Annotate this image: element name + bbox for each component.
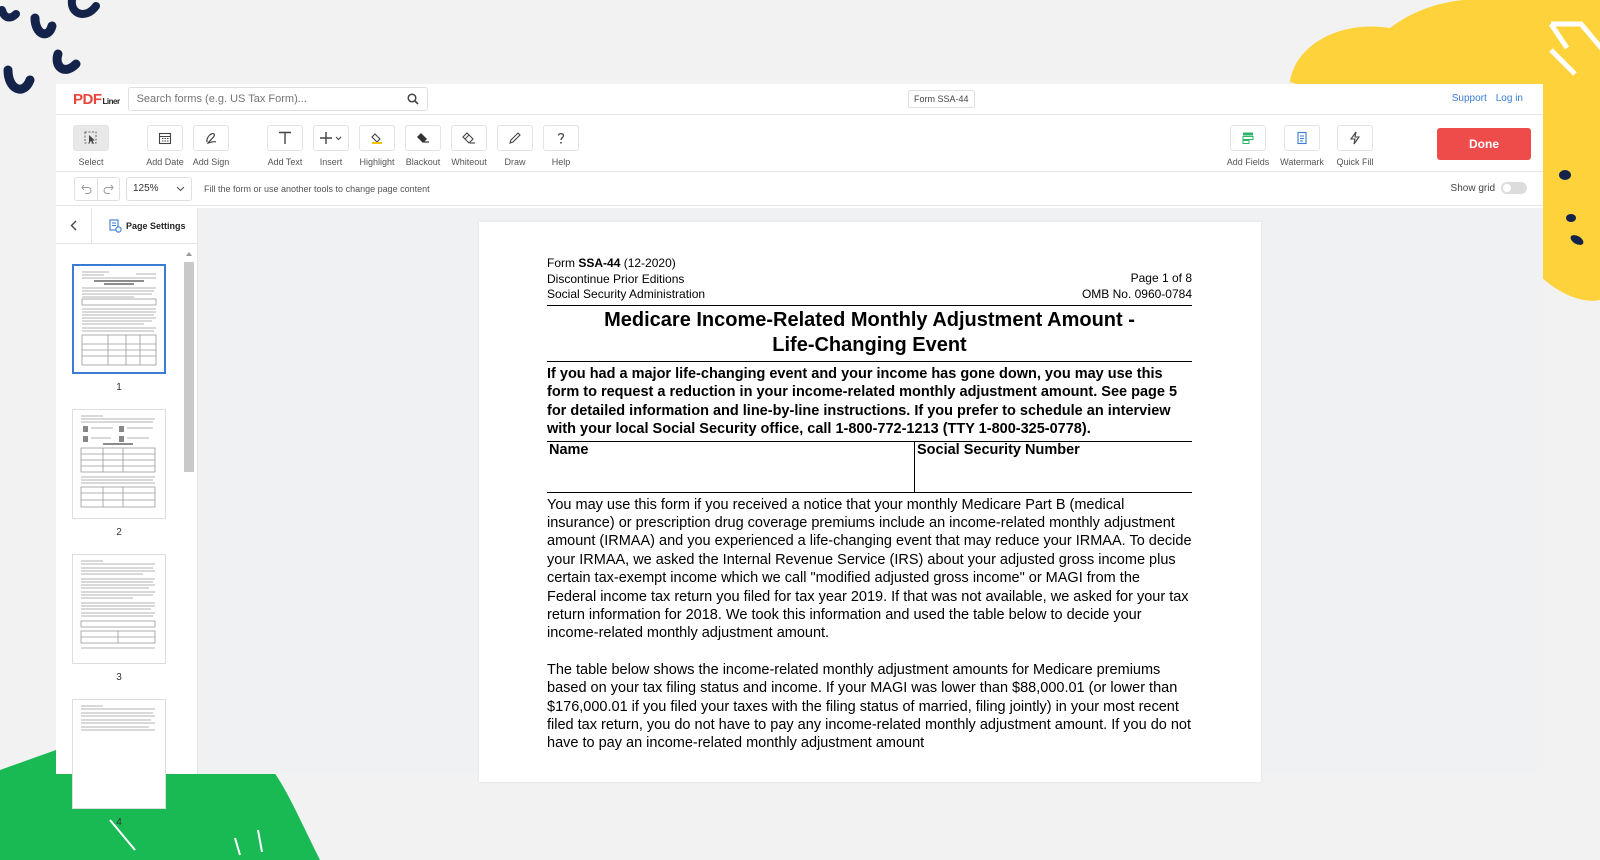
zoom-select[interactable] xyxy=(126,177,192,201)
name-field[interactable] xyxy=(547,442,915,492)
search-box xyxy=(128,87,428,111)
page-thumbnail-image xyxy=(72,554,166,664)
blackout-icon xyxy=(416,131,430,145)
help-icon xyxy=(554,131,568,145)
fields-icon xyxy=(1241,131,1255,145)
blackout-tool-label: Blackout xyxy=(405,157,441,167)
insert-tool-label: Insert xyxy=(319,157,343,167)
help-tool[interactable] xyxy=(536,125,586,167)
form-title-line: Medicare Income-Related Monthly Adjustment Amount - xyxy=(604,308,1135,331)
help-tool-label: Help xyxy=(551,157,571,167)
form-title xyxy=(547,308,1192,362)
pdfliner-logo[interactable] xyxy=(73,91,120,108)
form-agency: Social Security Administration xyxy=(547,287,706,301)
draw-tool[interactable] xyxy=(490,125,540,167)
identity-fields xyxy=(547,441,1192,493)
form-title-line: Life-Changing Event xyxy=(772,333,967,356)
form-date: (12-2020) xyxy=(620,256,676,270)
page-thumbnail-image xyxy=(72,699,166,809)
document-title: Form SSA-44 xyxy=(908,90,975,108)
add-text-tool[interactable] xyxy=(260,125,310,167)
form-prefix: Form xyxy=(547,256,579,270)
page-thumbnail-image xyxy=(72,409,166,519)
highlight-icon xyxy=(370,131,384,145)
whiteout-tool[interactable] xyxy=(444,125,494,167)
workspace xyxy=(56,208,1543,828)
watermark-tool-label: Watermark xyxy=(1280,157,1324,167)
select-tool[interactable] xyxy=(66,125,116,167)
document-page xyxy=(479,222,1261,782)
form-intro: If you had a major life-changing event and your income has gone down, you may use this form to request a reduction in your income-related monthly adjustment amount. See page 5 for detailed information and line-by-line instructions. If you prefer to schedule an interview with your local Social Security office, call 1-800-772-1213 (TTY 1-800-325-0778). xyxy=(547,365,1178,437)
pen-icon xyxy=(508,131,522,145)
undo-icon[interactable] xyxy=(75,178,97,200)
page-sidebar xyxy=(56,208,198,828)
search-input[interactable] xyxy=(129,88,399,110)
add-date-tool[interactable] xyxy=(140,125,190,167)
page-thumbnail-number: 2 xyxy=(116,527,122,538)
lightning-icon xyxy=(1348,131,1362,145)
whiteout-tool-label: Whiteout xyxy=(451,157,487,167)
form-header xyxy=(547,256,1192,306)
page-settings-icon xyxy=(109,219,122,233)
page-thumbnail-number: 4 xyxy=(116,817,122,828)
page-thumbnail[interactable] xyxy=(72,264,166,393)
page-thumbnail-image xyxy=(72,264,166,374)
quick-fill-tool-label: Quick Fill xyxy=(1336,157,1374,167)
calendar-icon xyxy=(158,131,172,145)
form-editions-note: Discontinue Prior Editions xyxy=(547,271,685,286)
page-thumbnail[interactable] xyxy=(72,699,166,828)
signature-icon xyxy=(204,131,218,145)
scroll-up-icon[interactable] xyxy=(184,250,194,258)
add-sign-tool[interactable] xyxy=(186,125,236,167)
show-grid-label: Show grid xyxy=(1450,182,1495,194)
select-tool-label: Select xyxy=(78,157,104,167)
chevron-down-icon xyxy=(176,186,185,192)
form-header-left xyxy=(547,256,705,303)
insert-tool[interactable] xyxy=(306,125,356,167)
eraser-icon xyxy=(462,131,476,145)
watermark-icon xyxy=(1295,131,1309,145)
pdf-editor-window xyxy=(56,84,1543,828)
watermark-tool[interactable] xyxy=(1277,125,1327,167)
name-field-label: Name xyxy=(549,441,589,458)
chevron-left-icon xyxy=(70,220,78,231)
ssn-field[interactable] xyxy=(915,442,1082,492)
logo-sub-text: Liner xyxy=(102,96,120,106)
cursor-icon xyxy=(84,131,98,145)
page-indicator: Page 1 of 8 xyxy=(1130,271,1192,285)
thumbnail-scrollbar[interactable] xyxy=(184,250,194,770)
add-fields-tool[interactable] xyxy=(1223,125,1273,167)
page-thumbnail[interactable] xyxy=(72,409,166,538)
main-toolbar xyxy=(56,115,1543,172)
login-link[interactable]: Log in xyxy=(1495,93,1523,104)
ssn-field-label: Social Security Number xyxy=(917,441,1080,458)
show-grid-toggle[interactable] xyxy=(1501,182,1527,194)
form-header-right xyxy=(1082,256,1192,303)
add-text-tool-label: Add Text xyxy=(267,157,303,167)
sidebar-header xyxy=(56,208,197,244)
logo-main-text: PDF xyxy=(73,90,102,108)
page-settings-label: Page Settings xyxy=(126,220,186,231)
add-date-tool-label: Add Date xyxy=(146,157,184,167)
secondary-toolbar xyxy=(56,172,1543,206)
hint-text: Fill the form or use another tools to change page content xyxy=(204,183,430,194)
highlight-tool[interactable] xyxy=(352,125,402,167)
scrollbar-thumb[interactable] xyxy=(184,262,194,472)
text-icon xyxy=(277,130,293,146)
undo-redo-group xyxy=(74,177,120,201)
body-paragraph: You may use this form if you received a notice that your monthly Medicare Part B (medical insurance) or prescription drug coverage premiums include an income-related monthly adjustment amount (IRMAA) and you experienced a life-changing event that may reduce your IRMAA. To decide your IRMAA, we asked the Internal Revenue Service (IRS) about your adjusted gross income plus certain tax-exempt income which we call "modified adjusted gross income" or MAGI from the Federal income tax return you filed for tax year 2019. If that was not available, we asked for your tax return information for 2018. We took this information and used the table below to decide your income-related monthly adjustment amount. xyxy=(547,496,1192,642)
top-bar xyxy=(56,84,1543,115)
plus-icon xyxy=(319,131,343,145)
quick-fill-tool[interactable] xyxy=(1330,125,1380,167)
done-button[interactable]: Done xyxy=(1437,128,1531,160)
show-grid-control xyxy=(1451,182,1527,194)
highlight-tool-label: Highlight xyxy=(359,157,395,167)
page-settings-button[interactable] xyxy=(109,219,186,233)
form-id-line xyxy=(547,256,705,272)
zoom-value: 125% xyxy=(133,183,159,194)
form-id: SSA-44 xyxy=(578,256,621,270)
search-icon[interactable] xyxy=(399,88,427,110)
omb-number: OMB No. 0960-0784 xyxy=(1081,286,1192,301)
blackout-tool[interactable] xyxy=(398,125,448,167)
redo-icon[interactable] xyxy=(97,178,119,200)
body-paragraph: The table below shows the income-related monthly adjustment amounts for Medicare premiums based on your tax filing status and income. If your MAGI was lower than $88,000.01 (or lower than $176,000.01 if you filed your taxes with the filing status of married, filing jointly) in your most recent filed tax return, you do not have to pay any income-related monthly adjustment amount. If you do not have to pay an income-related monthly adjustment amount xyxy=(547,661,1192,752)
add-sign-tool-label: Add Sign xyxy=(192,157,230,167)
add-fields-tool-label: Add Fields xyxy=(1226,157,1270,167)
collapse-sidebar-button[interactable] xyxy=(56,208,92,244)
top-links xyxy=(1452,93,1523,104)
page-thumbnail-number: 3 xyxy=(116,672,122,683)
support-link[interactable]: Support xyxy=(1451,93,1487,104)
page-thumbnail[interactable] xyxy=(72,554,166,683)
page-thumbnail-number: 1 xyxy=(116,382,122,393)
document-content xyxy=(547,256,1192,753)
draw-tool-label: Draw xyxy=(504,157,526,167)
